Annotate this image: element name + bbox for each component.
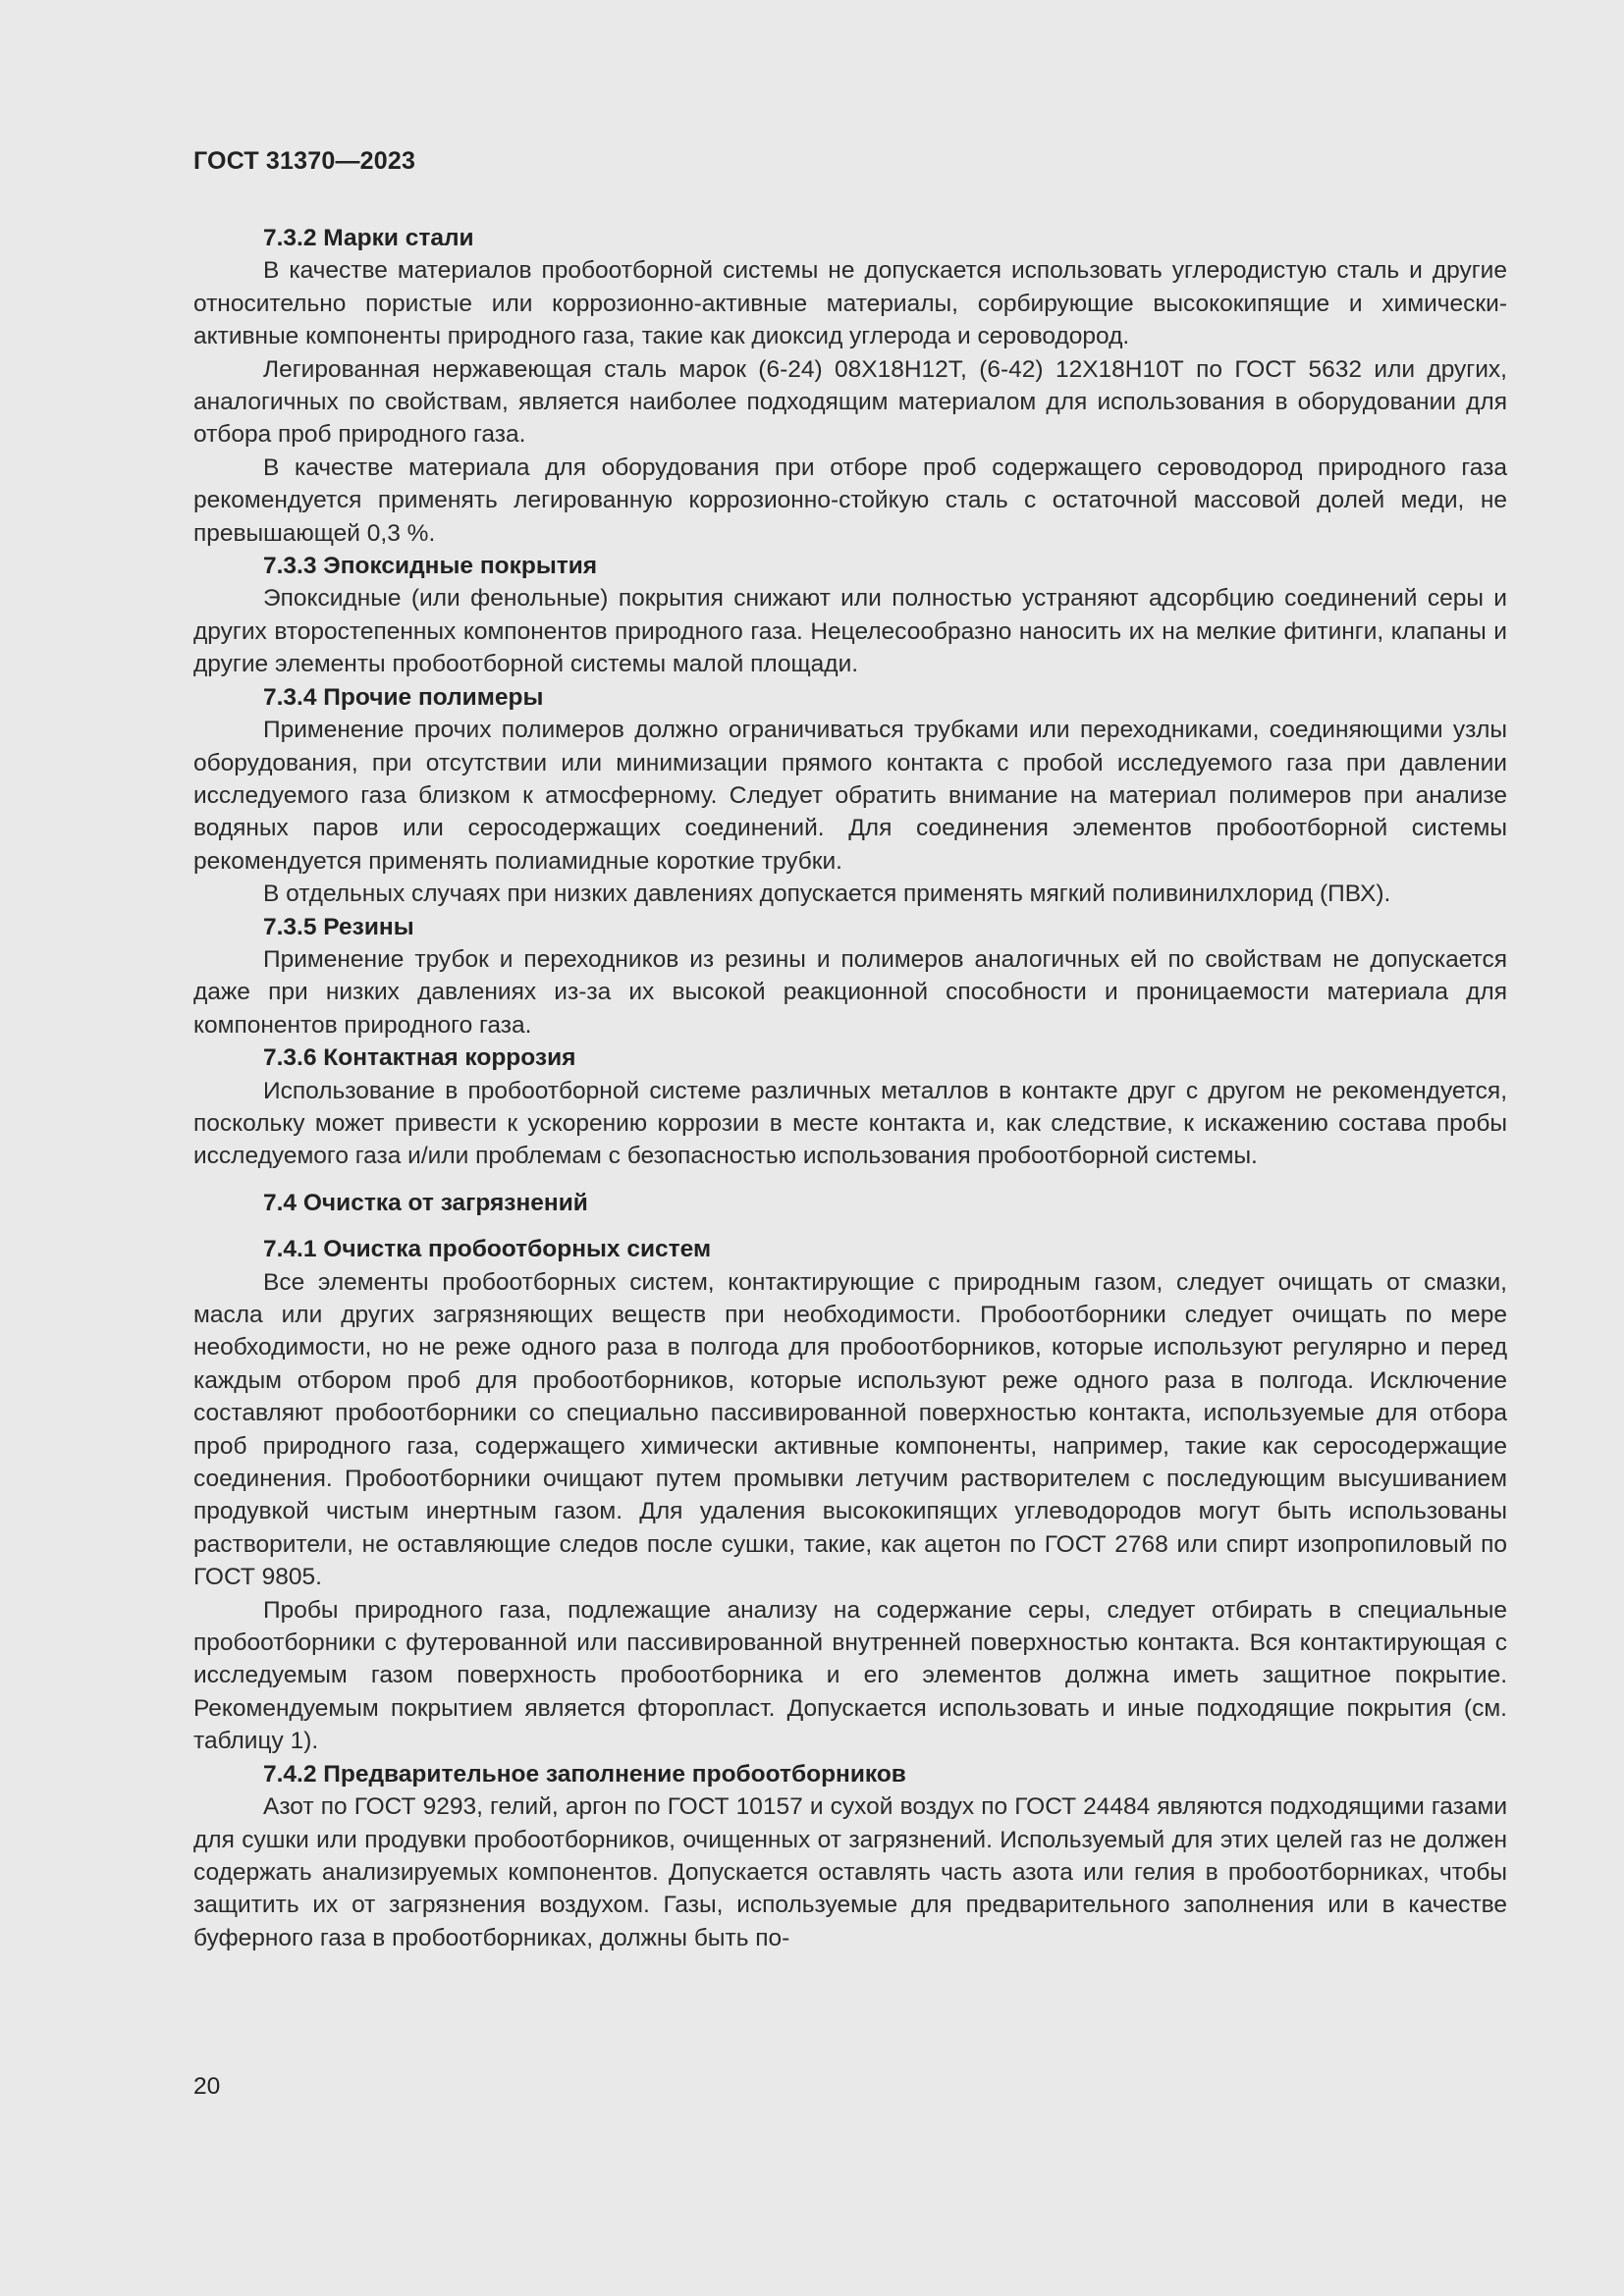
section-heading-7-3-4: 7.3.4 Прочие полимеры — [263, 683, 544, 711]
paragraph: Использование в пробоотборной системе различных металлов в контакте друг с другом не рекомендуется, поскольку может привести к ускорению коррозии в месте контакта и, как следствие, к искажению состава пробы исследуемого газа и/или проблемам с безопасностью использования пробоотборной системы. — [193, 1077, 1507, 1170]
paragraph: Применение трубок и переходников из резины и полимеров аналогичных ей по свойствам не допускается даже при низких давлениях из-за их высокой реакционной способности и проницаемости материала для компонентов природного газа. — [193, 945, 1507, 1039]
paragraph: Пробы природного газа, подлежащие анализу на содержание серы, следует отбирать в специальные пробоотборники с футерованной или пассивированной внутренней поверхностью контакта. Вся контактирующая с исследуемым газом поверхность пробоотборника и его элементов должна иметь защитное покрытие. Рекомендуемым покрытием является фторопласт. Допускается использовать и иные подходящие покрытия (см. таблицу 1). — [193, 1596, 1507, 1755]
paragraph: В качестве материала для оборудования при отборе проб содержащего сероводород природного газа рекомендуется применять легированную коррозионно-стойкую сталь с остаточной массовой долей меди, не превышающей 0,3 %. — [193, 454, 1507, 547]
section-heading-7-3-5: 7.3.5 Резины — [263, 913, 414, 940]
section-heading-7-4-2: 7.4.2 Предварительное заполнение пробоотборников — [263, 1760, 906, 1788]
section-heading-7-4-1: 7.4.1 Очистка пробоотборных систем — [263, 1236, 712, 1263]
document-body — [193, 222, 1507, 1954]
paragraph: В отдельных случаях при низких давлениях допускается применять мягкий поливинилхлорид (ПВХ). — [263, 881, 1391, 908]
paragraph: Эпоксидные (или фенольные) покрытия снижают или полностью устраняют адсорбцию соединений серы и других второстепенных компонентов природного газа. Нецелесообразно наносить их на мелкие фитинги, клапаны и другие элементы пробоотборной системы малой площади. — [193, 585, 1507, 678]
section-heading-7-4: 7.4 Очистка от загрязнений — [263, 1189, 588, 1216]
page-number: 20 — [193, 2073, 221, 2100]
section-heading-7-3-6: 7.3.6 Контактная коррозия — [263, 1044, 576, 1072]
section-heading-7-3-2: 7.3.2 Марки стали — [263, 225, 474, 251]
paragraph: Легированная нержавеющая сталь марок (6-24) 08Х18Н12Т, (6-42) 12Х18Н10Т по ГОСТ 5632 или других, аналогичных по свойствам, является наиболее подходящим материалом для использования в оборудовании для отбора проб природного газа. — [193, 355, 1507, 449]
paragraph: Все элементы пробоотборных систем, контактирующие с природным газом, следует очищать от смазки, масла или других загрязняющих веществ при необходимости. Пробоотборники следует очищать по мере необходимости, но не реже одного раза в полгода для пробоотборников, которые используют регулярно и перед каждым отбором проб для пробоотборников, которые используют реже одного раза в полгода. Исключение составляют пробоотборники со специально пассивированной поверхностью контакта, используемые для отбора проб природного газа, содержащего химически активные компоненты, например, такие как серосодержащие соединения. Пробоотборники очищают путем промывки летучим растворителем с последующим высушиванием продувкой чистым инертным газом. Для удаления высококипящих углеводородов могут быть использованы растворители, не оставляющие следов после сушки, такие, как ацетон по ГОСТ 2768 или спирт изопропиловый по ГОСТ 9805. — [193, 1268, 1507, 1591]
paragraph: В качестве материалов пробоотборной системы не допускается использовать углеродистую сталь и другие относительно пористые или коррозионно-активные материалы, сорбирующие высококипящие и химически-активные компоненты природного газа, такие как диоксид углерода и сероводород. — [193, 257, 1507, 350]
paragraph: Применение прочих полимеров должно ограничиваться трубками или переходниками, соединяющими узлы оборудования, при отсутствии или минимизации прямого контакта с пробой исследуемого газа при давлении исследуемого газа близком к атмосферному. Следует обратить внимание на материал полимеров при анализе водяных паров или серосодержащих соединений. Для соединения элементов пробоотборной системы рекомендуется применять полиамидные короткие трубки. — [193, 717, 1507, 875]
section-heading-7-3-3: 7.3.3 Эпоксидные покрытия — [263, 553, 598, 580]
document-code-header: ГОСТ 31370—2023 — [193, 147, 416, 175]
paragraph: Азот по ГОСТ 9293, гелий, аргон по ГОСТ 10157 и сухой воздух по ГОСТ 24484 являются подходящими газами для сушки или продувки пробоотборников, очищенных от загрязнений. Используемый для этих целей газ не должен содержать анализируемых компонентов. Допускается оставлять часть азота или гелия в пробоотборниках, чтобы защитить их от загрязнения воздухом. Газы, используемые для предварительного заполнения или в качестве буферного газа в пробоотборниках, должны быть по- — [193, 1793, 1507, 1951]
